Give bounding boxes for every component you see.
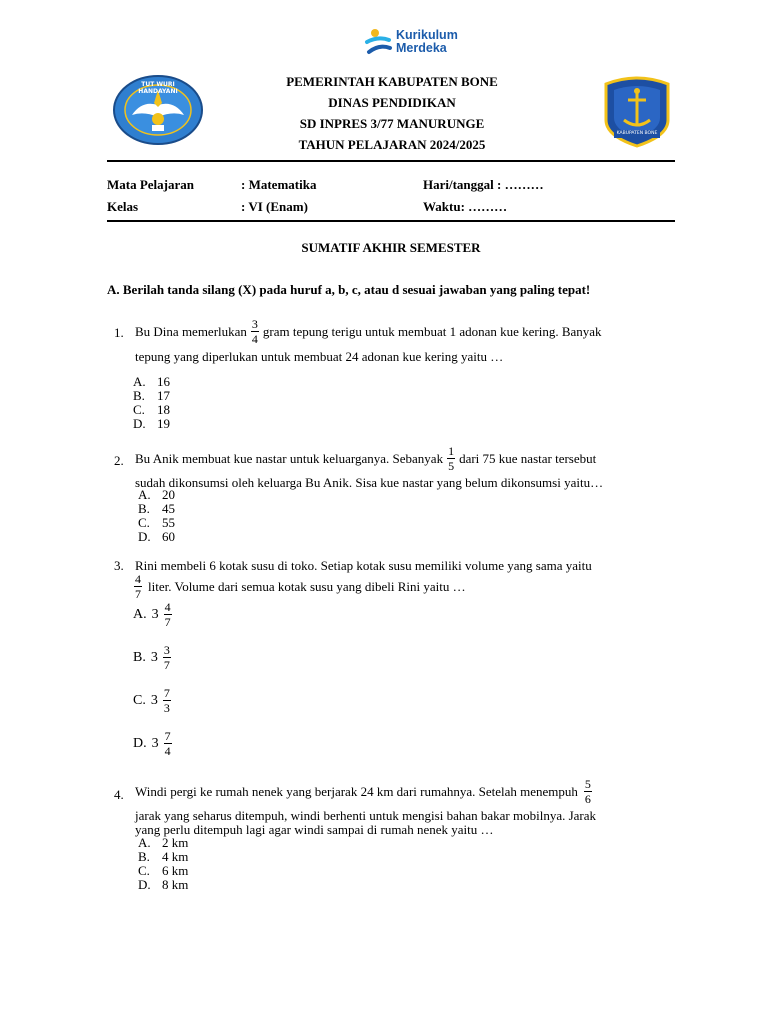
option-4d[interactable]	[138, 878, 188, 892]
class-label: Kelas	[107, 199, 139, 214]
fraction	[164, 601, 172, 628]
option-2c[interactable]	[138, 516, 175, 530]
mixed-whole: 3	[151, 606, 159, 622]
question-number: 3.	[114, 558, 124, 573]
question-text: Bu Dina memerlukan	[135, 323, 247, 339]
mixed-whole: 3	[150, 649, 158, 665]
fraction-numerator: 4	[164, 600, 171, 614]
kabupaten-bone-logo	[600, 76, 674, 148]
option-value: 20	[162, 487, 175, 502]
question-text: Rini membeli 6 kotak susu di toko. Setiap kotak susu memiliki volume yang sama yaitu	[135, 558, 592, 573]
option-value: 19	[157, 416, 170, 431]
option-1d[interactable]	[133, 417, 170, 431]
option-value: 60	[162, 529, 175, 544]
option-label: C.	[138, 863, 150, 878]
fraction-denominator: 3	[163, 701, 170, 715]
question-number: 4.	[114, 787, 124, 802]
kurikulum-merdeka-mark-icon	[364, 28, 394, 60]
option-value: 45	[162, 501, 175, 516]
option-label: A.	[138, 835, 151, 850]
option-value: 16	[157, 374, 170, 389]
option-3d[interactable]	[133, 730, 174, 757]
fraction-numerator: 4	[135, 572, 141, 586]
question-text: tepung yang diperlukan untuk membuat 24 adonan kue kering yaitu …	[135, 349, 504, 364]
option-label: B.	[133, 388, 145, 403]
option-label: B.	[133, 649, 146, 665]
question-text: sudah dikonsumsi oleh keluarga Bu Anik. Sisa kue nastar yang belum dikonsumsi yaitu…	[135, 475, 604, 490]
fraction-denominator: 7	[164, 615, 171, 629]
option-2b[interactable]	[138, 502, 175, 516]
header-line4: TAHUN PELAJARAN 2024/2025	[298, 137, 486, 152]
fraction	[134, 573, 142, 600]
header-divider	[107, 160, 675, 162]
subject-label: Mata Pelajaran	[107, 177, 195, 192]
option-value: 18	[157, 402, 170, 417]
option-4a[interactable]	[138, 836, 188, 850]
class-value: : VI (Enam)	[241, 199, 308, 214]
date-label: Hari/tanggal : ………	[423, 177, 544, 192]
exam-title: SUMATIF AKHIR SEMESTER	[301, 240, 481, 255]
option-label: A.	[133, 606, 147, 622]
header-line3: SD INPRES 3/77 MANURUNGE	[299, 116, 485, 131]
question-text: gram tepung terigu untuk membuat 1 adonan kue kering. Banyak	[262, 323, 602, 339]
question-text: jarak yang seharus ditempuh, windi berhenti untuk mengisi bahan bakar mobilnya. Jarak	[135, 808, 597, 823]
option-value: 2 km	[162, 835, 189, 850]
option-2d[interactable]	[138, 530, 175, 544]
option-label: C.	[133, 692, 146, 708]
fraction	[163, 687, 171, 714]
question-text: Bu Anik membuat kue nastar untuk keluarganya. Sebanyak	[135, 450, 444, 466]
fraction-denominator: 7	[163, 658, 170, 672]
option-label: D.	[133, 735, 147, 751]
fraction-numerator: 5	[584, 777, 591, 791]
option-label: A.	[138, 487, 151, 502]
question-text: Windi pergi ke rumah nenek yang berjarak 24 km dari rumahnya. Setelah menempuh	[135, 783, 578, 799]
fraction	[251, 318, 259, 345]
option-label: D.	[138, 877, 151, 892]
option-1a[interactable]	[133, 375, 170, 389]
section-a-instruction: A. Berilah tanda silang (X) pada huruf a, b, c, atau d sesuai jawaban yang paling tepat!	[107, 282, 591, 297]
question-number: 1.	[114, 325, 124, 340]
fraction-denominator: 6	[584, 792, 591, 806]
option-label: C.	[138, 515, 150, 530]
option-4c[interactable]	[138, 864, 188, 878]
fraction-numerator: 1	[448, 444, 455, 458]
fraction-numerator: 3	[163, 643, 170, 657]
question-text: dari 75 kue nastar tersebut	[459, 450, 597, 466]
fraction	[164, 730, 172, 757]
option-label: C.	[133, 402, 145, 417]
mixed-whole: 3	[151, 735, 159, 751]
fraction	[447, 445, 455, 472]
option-value: 55	[162, 515, 175, 530]
fraction	[584, 778, 592, 805]
option-2a[interactable]	[138, 488, 175, 502]
fraction-numerator: 3	[251, 317, 258, 331]
subject-value: : Matematika	[241, 177, 317, 192]
option-value: 17	[157, 388, 170, 403]
option-value: 6 km	[162, 863, 189, 878]
question-number: 2.	[114, 453, 124, 468]
fraction-denominator: 5	[448, 459, 455, 473]
question-text: liter. Volume dari semua kotak susu yang dibeli Rini yaitu …	[148, 578, 466, 594]
tut-wuri-handayani-logo	[112, 75, 204, 145]
left-logo-text: TUT WURI HANDAYANI	[138, 81, 178, 95]
fraction	[163, 644, 171, 671]
right-logo-text: KABUPATEN BONE	[616, 131, 658, 136]
option-label: D.	[138, 529, 151, 544]
option-1b[interactable]	[133, 389, 170, 403]
fraction-denominator: 4	[164, 744, 171, 758]
brand-line2: Merdeka	[396, 41, 447, 55]
option-value: 8 km	[162, 877, 189, 892]
question-text: yang perlu ditempuh lagi agar windi sampai di rumah nenek yaitu …	[135, 822, 494, 837]
fraction-denominator: 7	[135, 587, 141, 601]
option-label: A.	[133, 374, 146, 389]
option-label: B.	[138, 849, 150, 864]
brand-line1: Kurikulum	[396, 28, 458, 42]
option-label: D.	[133, 416, 146, 431]
option-3c[interactable]	[133, 687, 173, 714]
option-1c[interactable]	[133, 403, 170, 417]
mixed-whole: 3	[150, 692, 158, 708]
option-label: B.	[138, 501, 150, 516]
option-value: 4 km	[162, 849, 189, 864]
info-divider	[107, 220, 675, 222]
option-4b[interactable]	[138, 850, 188, 864]
option-3b[interactable]	[133, 644, 173, 671]
header-line1: PEMERINTAH KABUPATEN BONE	[286, 74, 498, 89]
kurikulum-merdeka-logo	[364, 28, 474, 62]
option-3a[interactable]	[133, 601, 174, 628]
fraction-numerator: 7	[164, 729, 171, 743]
fraction-numerator: 7	[163, 686, 170, 700]
time-label: Waktu: ………	[423, 199, 508, 214]
header-line2: DINAS PENDIDIKAN	[328, 95, 456, 110]
fraction-denominator: 4	[251, 332, 258, 346]
